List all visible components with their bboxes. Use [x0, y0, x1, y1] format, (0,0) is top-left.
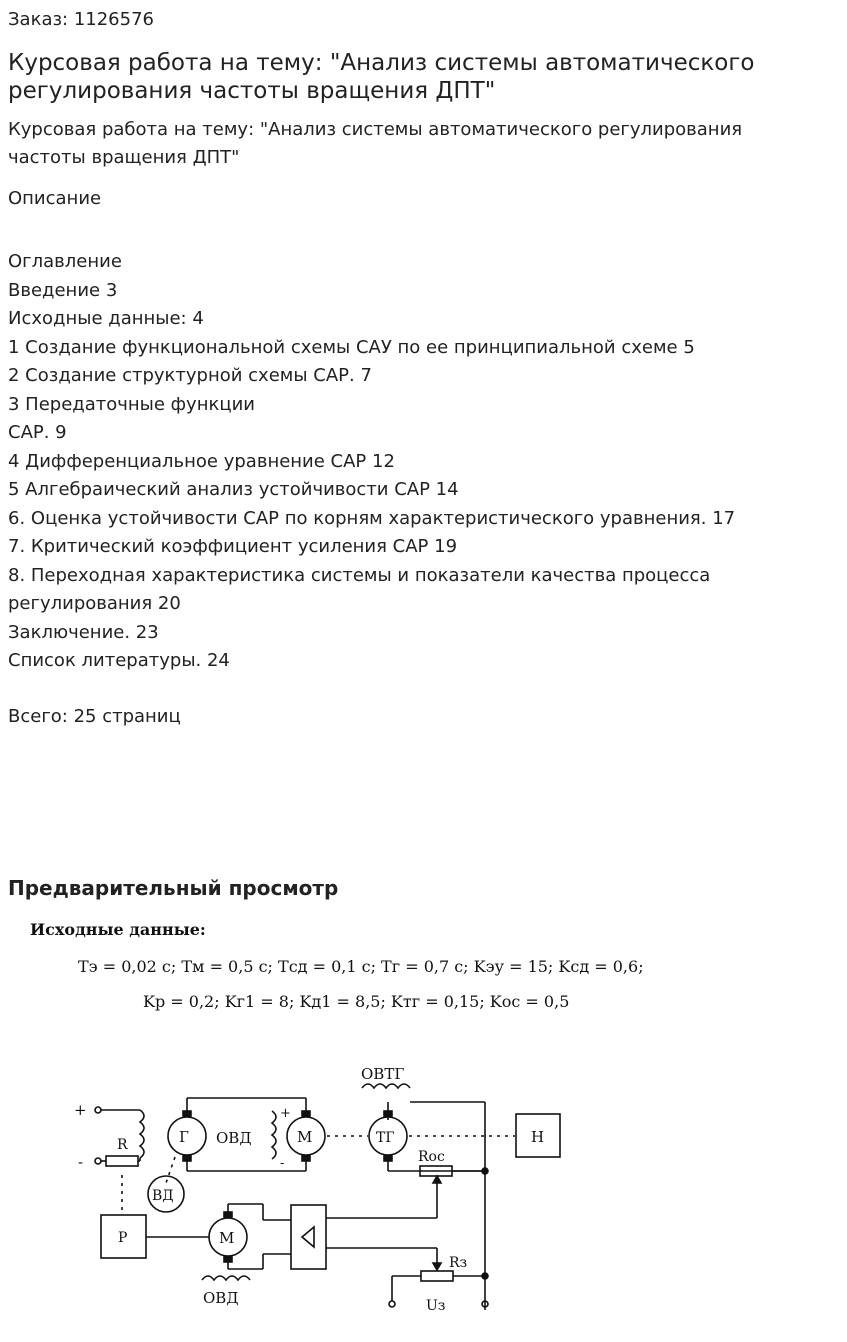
order-number: Заказ: 1126576 [8, 9, 154, 30]
preview-formula-line-2: Kр = 0,2; Kг1 = 8; Kд1 = 8,5; Kтг = 0,15; Kос = 0,5 [143, 992, 570, 1011]
label-ovd-top: ОВД [216, 1129, 252, 1147]
label-plus-coil: + [280, 1106, 291, 1121]
page-count: Всего: 25 страниц [8, 706, 181, 727]
label-r: R [117, 1137, 128, 1153]
label-plus-left: + [74, 1101, 87, 1119]
page-title: Курсовая работа на тему: "Анализ системы автоматического регулирования частоты вращения ДПТ" [8, 50, 755, 104]
preview-heading: Предварительный просмотр [8, 876, 339, 900]
preview-image [0, 905, 847, 1342]
resistor-rz [421, 1271, 453, 1281]
ovd-coil-bottom [202, 1276, 250, 1280]
page-subtitle: Курсовая работа на тему: "Анализ системы автоматического регулирования частоты вращения ДПТ" [8, 119, 743, 168]
toc-item: 2 Создание структурной схемы САР. 7 [8, 365, 372, 386]
label-ovd-bottom: ОВД [203, 1289, 239, 1307]
table-of-contents [8, 248, 828, 676]
toc-item: 3 Передаточные функции [8, 393, 255, 415]
toc-item: 1 Создание функциональной схемы САУ по ее принципиальной схеме 5 [8, 336, 695, 358]
toc-item: 8. Переходная характеристика системы и показатели качества процесса регулирования 20 [8, 564, 711, 614]
label-roc: Rос [418, 1149, 445, 1165]
toc-item: Оглавление [8, 251, 122, 272]
resistor-r [106, 1156, 138, 1166]
ovtg-coil [362, 1084, 410, 1088]
label-uz: Uз [426, 1298, 446, 1314]
label-minus-coil: - [280, 1156, 285, 1171]
label-ovtg: ОВТГ [361, 1065, 405, 1083]
amplifier-block [291, 1205, 326, 1269]
excitation-coil [140, 1110, 144, 1158]
toc-item: 7. Критический коэффициент усиления САР 19 [8, 536, 458, 557]
toc-item: Список литературы. 24 [8, 650, 230, 671]
toc-item: 6. Оценка устойчивости САР по корням характеристического уравнения. 17 [8, 507, 736, 529]
preview-formula-line-1: Tэ = 0,02 с; Tм = 0,5 с; Tсд = 0,1 с; Tг = 0,7 с; Kэу = 15; Kсд = 0,6; [78, 957, 644, 976]
toc-item: 5 Алгебраический анализ устойчивости САР 14 [8, 479, 459, 500]
ovd-coil-top [272, 1111, 276, 1159]
label-rz: Rз [449, 1255, 468, 1271]
description-heading: Описание [8, 188, 102, 209]
toc-item: Введение 3 [8, 279, 118, 301]
toc-item: Заключение. 23 [8, 621, 159, 643]
label-g: Г [179, 1128, 189, 1146]
label-n: Н [531, 1128, 545, 1146]
label-m-bottom: М [219, 1229, 235, 1247]
toc-item: Исходные данные: 4 [8, 308, 204, 329]
label-m-top: М [297, 1128, 313, 1146]
preview-source-heading: Исходные данные: [30, 920, 206, 939]
label-minus-left: - [78, 1153, 84, 1171]
toc-item: 4 Дифференциальное уравнение САР 12 [8, 450, 395, 472]
toc-item: САР. 9 [8, 422, 67, 443]
label-vd: ВД [152, 1188, 174, 1204]
label-p: Р [118, 1230, 128, 1246]
label-tg: ТГ [376, 1130, 395, 1146]
amplifier-symbol [302, 1227, 314, 1247]
